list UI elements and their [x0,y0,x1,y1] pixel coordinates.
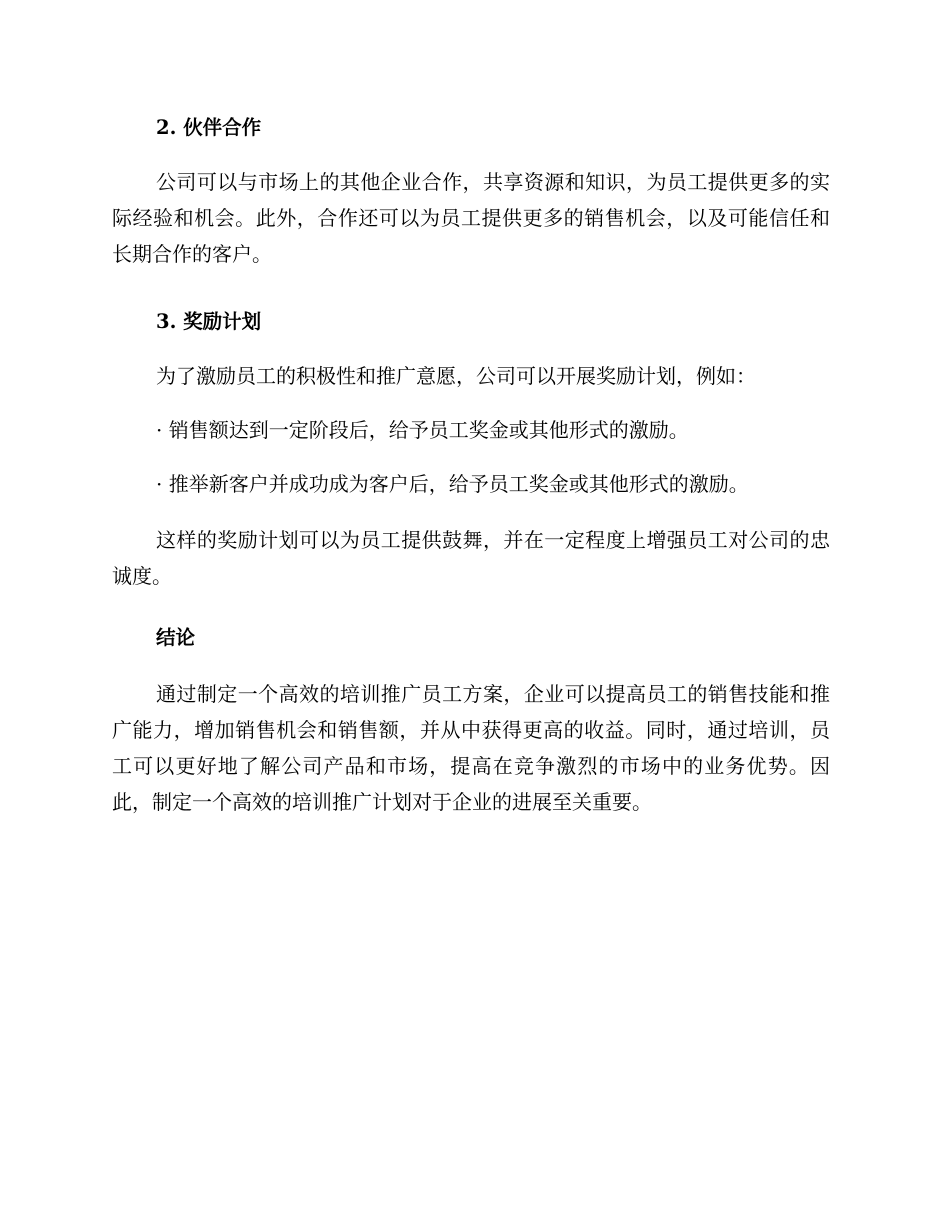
partnership-heading: 2. 伙伴合作 [156,116,262,139]
conclusion-paragraph: 通过制定一个高效的培训推广员工方案，企业可以提高员工的销售技能和推广能力，增加销售机会和销售额，并从中获得更高的收益。同时，通过培训，员工可以更好地了解公司产品和市场，提高在竞争激烈的市场中的业务优势。因此，制定一个高效的培训推广计划对于企业的进展至关重要。 [112,682,830,814]
rewards-bullet-item: · 推举新客户并成功成为客户后，给予员工奖金或其他形式的激励。 [156,472,749,496]
partnership-paragraph: 公司可以与市场上的其他企业合作，共享资源和知识，为员工提供更多的实际经验和机会。此外，合作还可以为员工提供更多的销售机会，以及可能信任和长期合作的客户。 [112,170,830,266]
rewards-bullet-item: · 销售额达到一定阶段后，给予员工奖金或其他形式的激励。 [156,418,689,442]
rewards-heading: 3. 奖励计划 [156,310,262,333]
rewards-intro-paragraph: 为了激励员工的积极性和推广意愿，公司可以开展奖励计划，例如： [156,364,756,388]
rewards-closing-paragraph: 这样的奖励计划可以为员工提供鼓舞，并在一定程度上增强员工对公司的忠诚度。 [112,528,830,588]
conclusion-heading: 结论 [156,626,196,649]
